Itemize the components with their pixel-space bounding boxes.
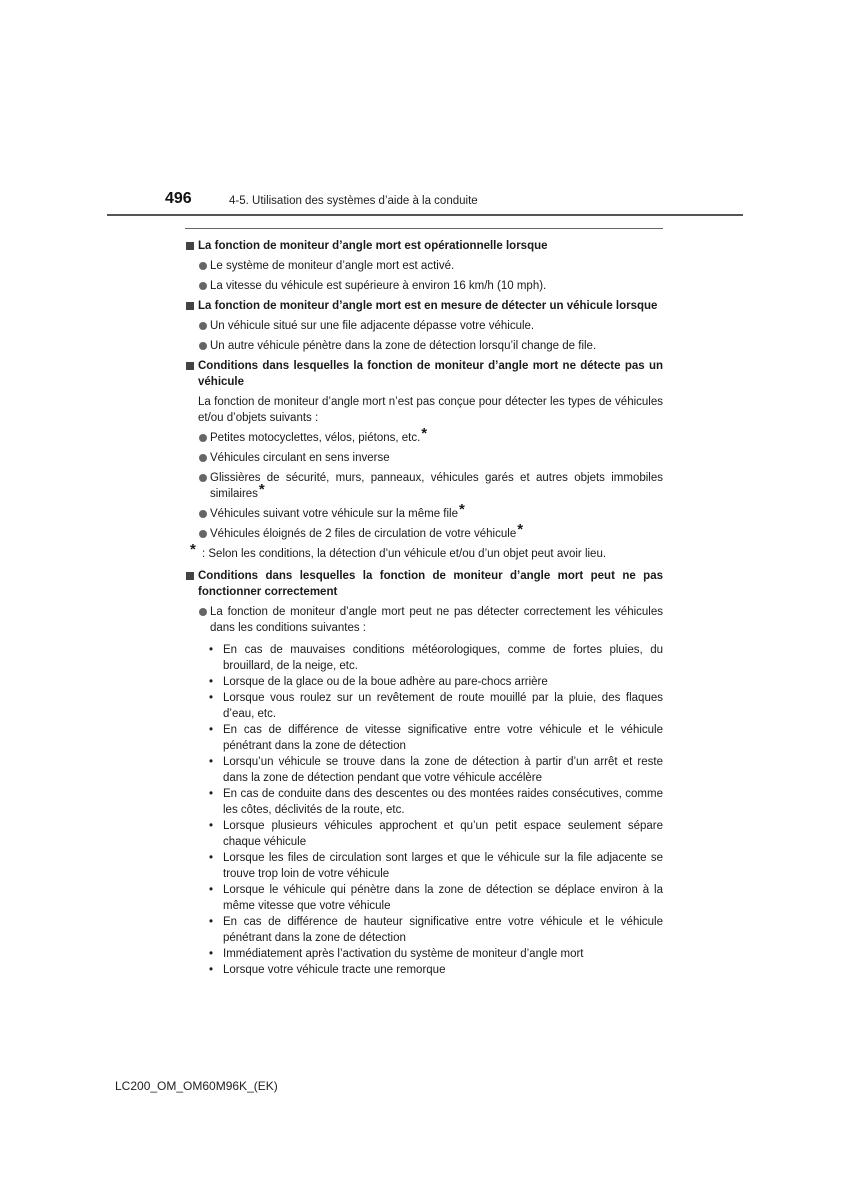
sub-list-item: • En cas de mauvaises conditions météorologiques, comme de fortes pluies, du brouillard, de la neige, etc. bbox=[209, 644, 663, 672]
footnote-marker: * bbox=[517, 521, 524, 538]
circle-bullet-icon bbox=[199, 530, 207, 538]
list-item: Petites motocyclettes, vélos, piétons, etc.* bbox=[185, 430, 663, 446]
condition-list bbox=[185, 642, 663, 978]
sub-list-item: • En cas de différence de vitesse significative entre votre véhicule et le véhicule pénétrant dans la zone de détection bbox=[209, 724, 663, 752]
section-title: 4-5. Utilisation des systèmes d’aide à la conduite bbox=[229, 195, 478, 207]
list-item: La vitesse du véhicule est supérieure à environ 16 km/h (10 mph). bbox=[185, 278, 663, 294]
section-heading: Conditions dans lesquelles la fonction de moniteur d’angle mort peut ne pas fonctionner correctement bbox=[185, 568, 663, 600]
circle-bullet-icon bbox=[199, 608, 207, 616]
section-heading: Conditions dans lesquelles la fonction de moniteur d’angle mort ne détecte pas un véhicule bbox=[185, 358, 663, 390]
list-item: Le système de moniteur d’angle mort est activé. bbox=[185, 258, 663, 274]
circle-bullet-icon bbox=[199, 282, 207, 290]
sub-list-item: • Immédiatement après l’activation du système de moniteur d’angle mort bbox=[209, 948, 584, 960]
circle-bullet-icon bbox=[199, 322, 207, 330]
page-number: 496 bbox=[165, 190, 192, 207]
footnote-marker: * bbox=[459, 501, 465, 518]
section-heading: La fonction de moniteur d’angle mort est opérationnelle lorsque bbox=[185, 238, 663, 254]
intro-paragraph: La fonction de moniteur d’angle mort n’est pas conçue pour détecter les types de véhicules et/ou d’objets suivants : bbox=[198, 396, 663, 424]
sub-list-item: • Lorsque vous roulez sur un revêtement de route mouillé par la pluie, des flaques d’eau, etc. bbox=[209, 692, 663, 720]
square-bullet-icon bbox=[186, 362, 194, 370]
circle-bullet-icon bbox=[199, 510, 207, 518]
list-item: Glissières de sécurité, murs, panneaux, véhicules garés et autres objets immobiles similaires* bbox=[185, 470, 663, 502]
sub-list-item: • Lorsque plusieurs véhicules approchent et qu’un petit espace seulement sépare chaque véhicule bbox=[209, 820, 663, 848]
list-item: Un autre véhicule pénètre dans la zone de détection lorsqu’il change de file. bbox=[185, 338, 663, 354]
sub-list-item: • Lorsqu’un véhicule se trouve dans la zone de détection à partir d’un arrêt et reste dans la zone de détection pendant que votre véhicule accélère bbox=[209, 756, 663, 784]
list-item: Un véhicule situé sur une file adjacente dépasse votre véhicule. bbox=[185, 318, 663, 334]
sub-list-item: • Lorsque votre véhicule tracte une remorque bbox=[209, 964, 446, 976]
sub-list-item: • En cas de différence de hauteur significative entre votre véhicule et le véhicule pénétrant dans la zone de détection bbox=[209, 916, 663, 944]
list-item: Véhicules éloignés de 2 files de circulation de votre véhicule* bbox=[185, 526, 663, 542]
square-bullet-icon bbox=[186, 302, 194, 310]
list-item: Véhicules circulant en sens inverse bbox=[185, 450, 663, 466]
sub-list-item: • En cas de conduite dans des descentes ou des montées raides consécutives, comme les côtes, déclivités de la route, etc. bbox=[209, 788, 663, 816]
sub-list-item: • Lorsque les files de circulation sont larges et que le véhicule sur la file adjacente se trouve trop loin de votre véhicule bbox=[209, 852, 663, 880]
page-content bbox=[185, 228, 663, 978]
circle-bullet-icon bbox=[199, 342, 207, 350]
sub-list-item: • Lorsque de la glace ou de la boue adhère au pare-chocs arrière bbox=[209, 676, 548, 688]
footnote-marker: * bbox=[421, 425, 428, 442]
square-bullet-icon bbox=[186, 242, 194, 250]
list-item: Véhicules suivant votre véhicule sur la même file* bbox=[185, 506, 663, 522]
circle-bullet-icon bbox=[199, 262, 207, 270]
circle-bullet-icon bbox=[199, 454, 207, 462]
square-bullet-icon bbox=[186, 572, 194, 580]
circle-bullet-icon bbox=[199, 474, 207, 482]
circle-bullet-icon bbox=[199, 434, 207, 442]
section-heading: La fonction de moniteur d’angle mort est en mesure de détecter un véhicule lorsque bbox=[185, 298, 663, 314]
document-code: LC200_OM_OM60M96K_(EK) bbox=[115, 1079, 278, 1093]
header-rule bbox=[107, 214, 743, 216]
footnote-marker: * bbox=[190, 541, 196, 558]
footnote-marker: * bbox=[258, 481, 265, 498]
sub-list-item: • Lorsque le véhicule qui pénètre dans la zone de détection se déplace environ à la même vitesse que votre véhicule bbox=[209, 884, 663, 912]
footnote: * : Selon les conditions, la détection d’un véhicule et/ou d’un objet peut avoir lieu. bbox=[190, 541, 607, 560]
list-item: La fonction de moniteur d’angle mort peut ne pas détecter correctement les véhicules dans les conditions suivantes : bbox=[185, 604, 663, 636]
